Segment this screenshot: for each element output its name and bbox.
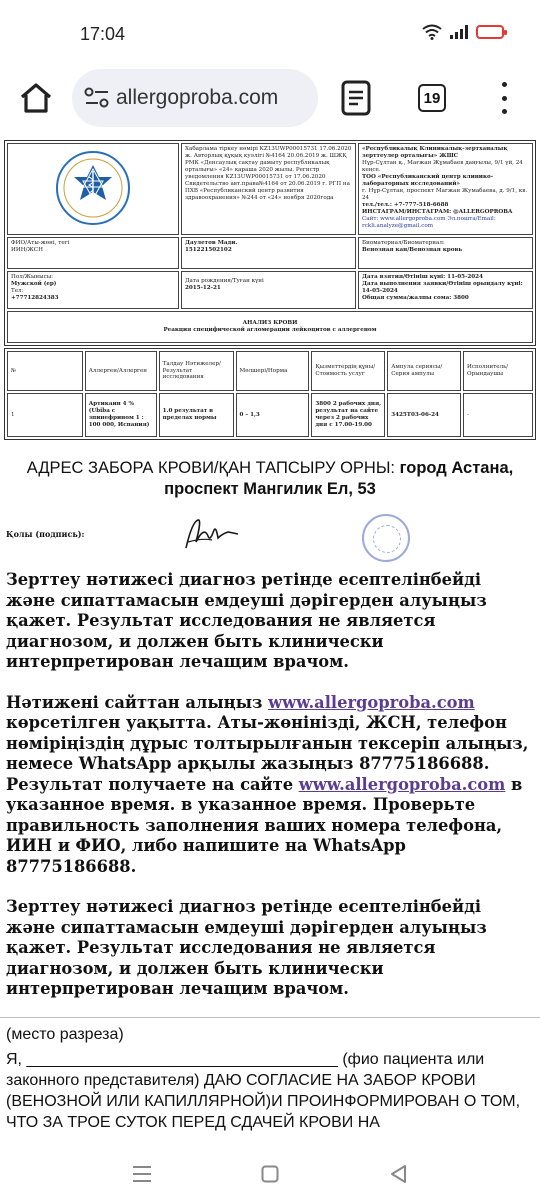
result-table [4,140,536,346]
blood-collection-address [0,458,540,500]
dates-cell [358,271,533,309]
gender-value: Мужской (ер) [11,280,57,287]
triangle-back-icon [389,1164,407,1184]
total-sum: Общая сумма/жалпы сома: 3800 [362,294,469,301]
clinic-line: Нұр-Сұлтан қ., Мағжан Жұмабаев даңғылы, 9/1 үй, 24 кеңсе. [362,159,523,173]
tab-switcher-button[interactable] [418,84,446,112]
status-time: 17:04 [80,24,126,44]
name-label-cell [7,237,179,269]
signature-label: Қолы (подпись): [6,529,85,539]
address-value: город Астана, проспект Мангилик Ел, 53 [164,459,514,498]
menu-dot [502,82,507,87]
date-taken: Дата взятия/Өтініш күні: 11-05-2024 [362,274,483,280]
address-bar[interactable] [72,69,318,127]
name-label: ФИО/Аты-жөні, тегі [11,240,70,246]
recents-button[interactable] [124,1158,160,1190]
overflow-menu-button[interactable] [496,82,512,114]
wifi-icon [422,24,442,40]
tel-label: Тел: [11,287,24,294]
date-completed: Дата выполнения заявки/Өтініш орындалу күні: 14-05-2024 [362,280,523,294]
col-header-num: № [7,351,83,391]
cell-num: 1 [7,393,83,437]
consent-section [6,1024,534,1133]
cell-allergen: Артикаин 4 % (Ubiba с эпинефрином 1 : 100 000, Испания) [85,393,157,437]
col-header-result: Талдау Нәтижелер/Результат исследования [159,351,234,391]
cell-result: 1.0 результат в пределах нормы [159,393,234,437]
stamp-seal [362,514,410,562]
address-prefix: АДРЕС ЗАБОРА КРОВИ/ҚАН ТАПСЫРУ ОРНЫ: [26,459,400,477]
biomaterial-value: Венозная кан/Венозная кровь [362,246,463,253]
nav-home-button[interactable] [252,1158,288,1190]
clinic-line: Сайт: www.allergoproba.com Эл.пошта/Email: rckli.analyze@gmail.com [362,215,496,229]
menu-dot [502,109,507,114]
col-header-cost: Қызметтердің құны/Стоимость услуг [311,351,385,391]
col-header-executor: Исполнитель/Орындаушы [463,351,533,391]
col-header-ampoule: Ампула сериясы/Серия ампулы [387,351,461,391]
gender-cell [7,271,179,309]
browser-toolbar [0,66,540,132]
cell-norm: 0 – 1,3 [236,393,310,437]
menu-lines-icon [132,1165,152,1183]
site-settings-icon[interactable] [84,87,110,109]
tab-count: 19 [423,89,441,107]
col-header-allergen: Аллерген/Аллерген [85,351,157,391]
url-text: allergoproba.com [116,86,279,109]
analysis-title: АНАЛИЗ КРОВИ [242,320,298,326]
instructions-text: Нәтижені сайттан алыңыз [6,692,269,712]
signal-icon [450,25,468,39]
birthdate-value: 2015-12-21 [185,284,221,291]
medical-star-logo-icon [54,149,132,227]
home-button[interactable] [16,78,56,118]
reader-mode-icon[interactable] [340,80,372,116]
analysis-subtitle: Реакция специфической агломерации лейкоцитов с аллергеном [163,326,377,333]
clinic-info [358,143,533,235]
patient-iin: 151221502102 [185,246,232,253]
status-icons [422,24,504,40]
home-icon [19,82,53,114]
back-button[interactable] [380,1158,416,1190]
cut-divider [0,1017,540,1018]
instructions-text: в указанное время. в указанное время. Проверьте правильность заполнения ваших номера телефона, ИИН и ФИО, либо напишите на WhatsApp 87775186688. [6,774,523,876]
clinic-line: г. Нұр-Сұлтан, проспект Магжан Жумабаева, д. 9/1, кв. 24 [362,187,528,201]
logo-cell [7,143,179,235]
cut-label: (место разреза) [6,1026,124,1043]
consent-text: Я, ___________________________________ (фио пациента или законного представителя) ДАЮ СОГЛАСИЕ НА ЗАБОР КРОВИ (ВЕНОЗНОЙ ИЛИ КАПИЛЛЯРНОЙ)И ПРОИНФОРМИРОВАН О ТОМ, ЧТО ЗА ТРОЕ СУТОК ПЕРЕД СДАЧЕЙ КРОВИ НА [6,1051,521,1131]
patient-cell [181,237,356,269]
col-header-norm: Мөлшері/Норма [236,351,310,391]
disclaimer-paragraph: Зерттеу нәтижесі диагноз ретінде есептелінбейді және сипаттамасын емдеуші дәрігерден алуыңыз қажет. Результат исследования не является диагнозом, и должен быть клинически интерпретирован лечащим врачом. [6,570,487,671]
analysis-header [7,311,533,343]
biomaterial-cell [358,237,533,269]
square-home-icon [261,1165,279,1183]
tel-value: +77712824383 [11,294,59,301]
birthdate-cell [181,271,356,309]
clinic-line: ИНСТАГРАМ/ИНСТАГРАМ: @ALLERGOPROBA [362,208,513,215]
cell-cost: 3800 2 рабочих дня, результат на сайте через 2 рабочих дня с 17.00-19.00 [311,393,385,437]
instructions-text: көрсетілген уақытта. Аты-жөнініздi, ЖСН, телефон нөмiрiңiздiң дұрыс толтырылғанын тексерiп алыңыз, немесе WhatsApp арқылы жазыңыз 87775186688. Результат получаете на сайте [6,713,529,794]
menu-dot [502,96,507,101]
table-row [7,393,533,437]
clinic-line: тел./тел.: +7-777-518-6688 [362,201,449,208]
registration-info: Хабарлама тіркеу нөмірі KZ13UWP00015731 17.06.2020 ж. Авторлық құқық куәлігі №4164 20.06.2019 ж. ШЖҚ РМК «Денсаулық сақтау дамыту республикалық орталығы» «24» қараша 2020 жылы. Регистр уведомления KZ13UWP00015731 от 17.06.2020 Свидетельство авт.права№4164 от 20.06.2019 г. РГП на ПХВ «Республиканский центр развития здравоохранения» №244 от «24» ноября 2020года [181,143,356,235]
gender-label: Пол/Жынысы: [11,274,54,280]
biomaterial-label: Биоматериал/Биоматериал: [362,240,445,246]
clinic-line: ТОО «Республиканский центр клинико-лабораторных исследований» [362,173,494,187]
website-link[interactable]: www.allergoproba.com [298,774,506,794]
system-nav-bar [0,1150,540,1200]
instructions-paragraph [6,693,534,878]
birthdate-label: Дата рождения/Туған күні [185,278,264,284]
status-bar [0,0,540,66]
notes-section [6,570,534,1020]
page-content[interactable] [0,132,540,1150]
disclaimer-paragraph: Зерттеу нәтижесі диагноз ретінде есептелінбейді және сипаттамасын емдеуші дәрігерден алуыңыз қажет. Результат исследования не является диагнозом, и должен быть клинически интерпретирован лечащим врачом. [6,897,487,998]
clinic-line: «Республикалық Клиникалық-зертханалық зерттеулер орталығы» ЖШС [362,146,508,159]
result-form [4,140,536,440]
analysis-table [4,348,536,440]
signature-image [182,512,240,556]
website-link[interactable]: www.allergoproba.com [268,692,475,712]
cell-executor: - [463,393,533,437]
iin-label: ИИН/ЖСН [11,246,43,253]
cell-ampoule: 3425Т03-06-24 [387,393,461,437]
patient-name: Даулетов Мади. [185,240,238,246]
battery-icon [476,25,504,39]
